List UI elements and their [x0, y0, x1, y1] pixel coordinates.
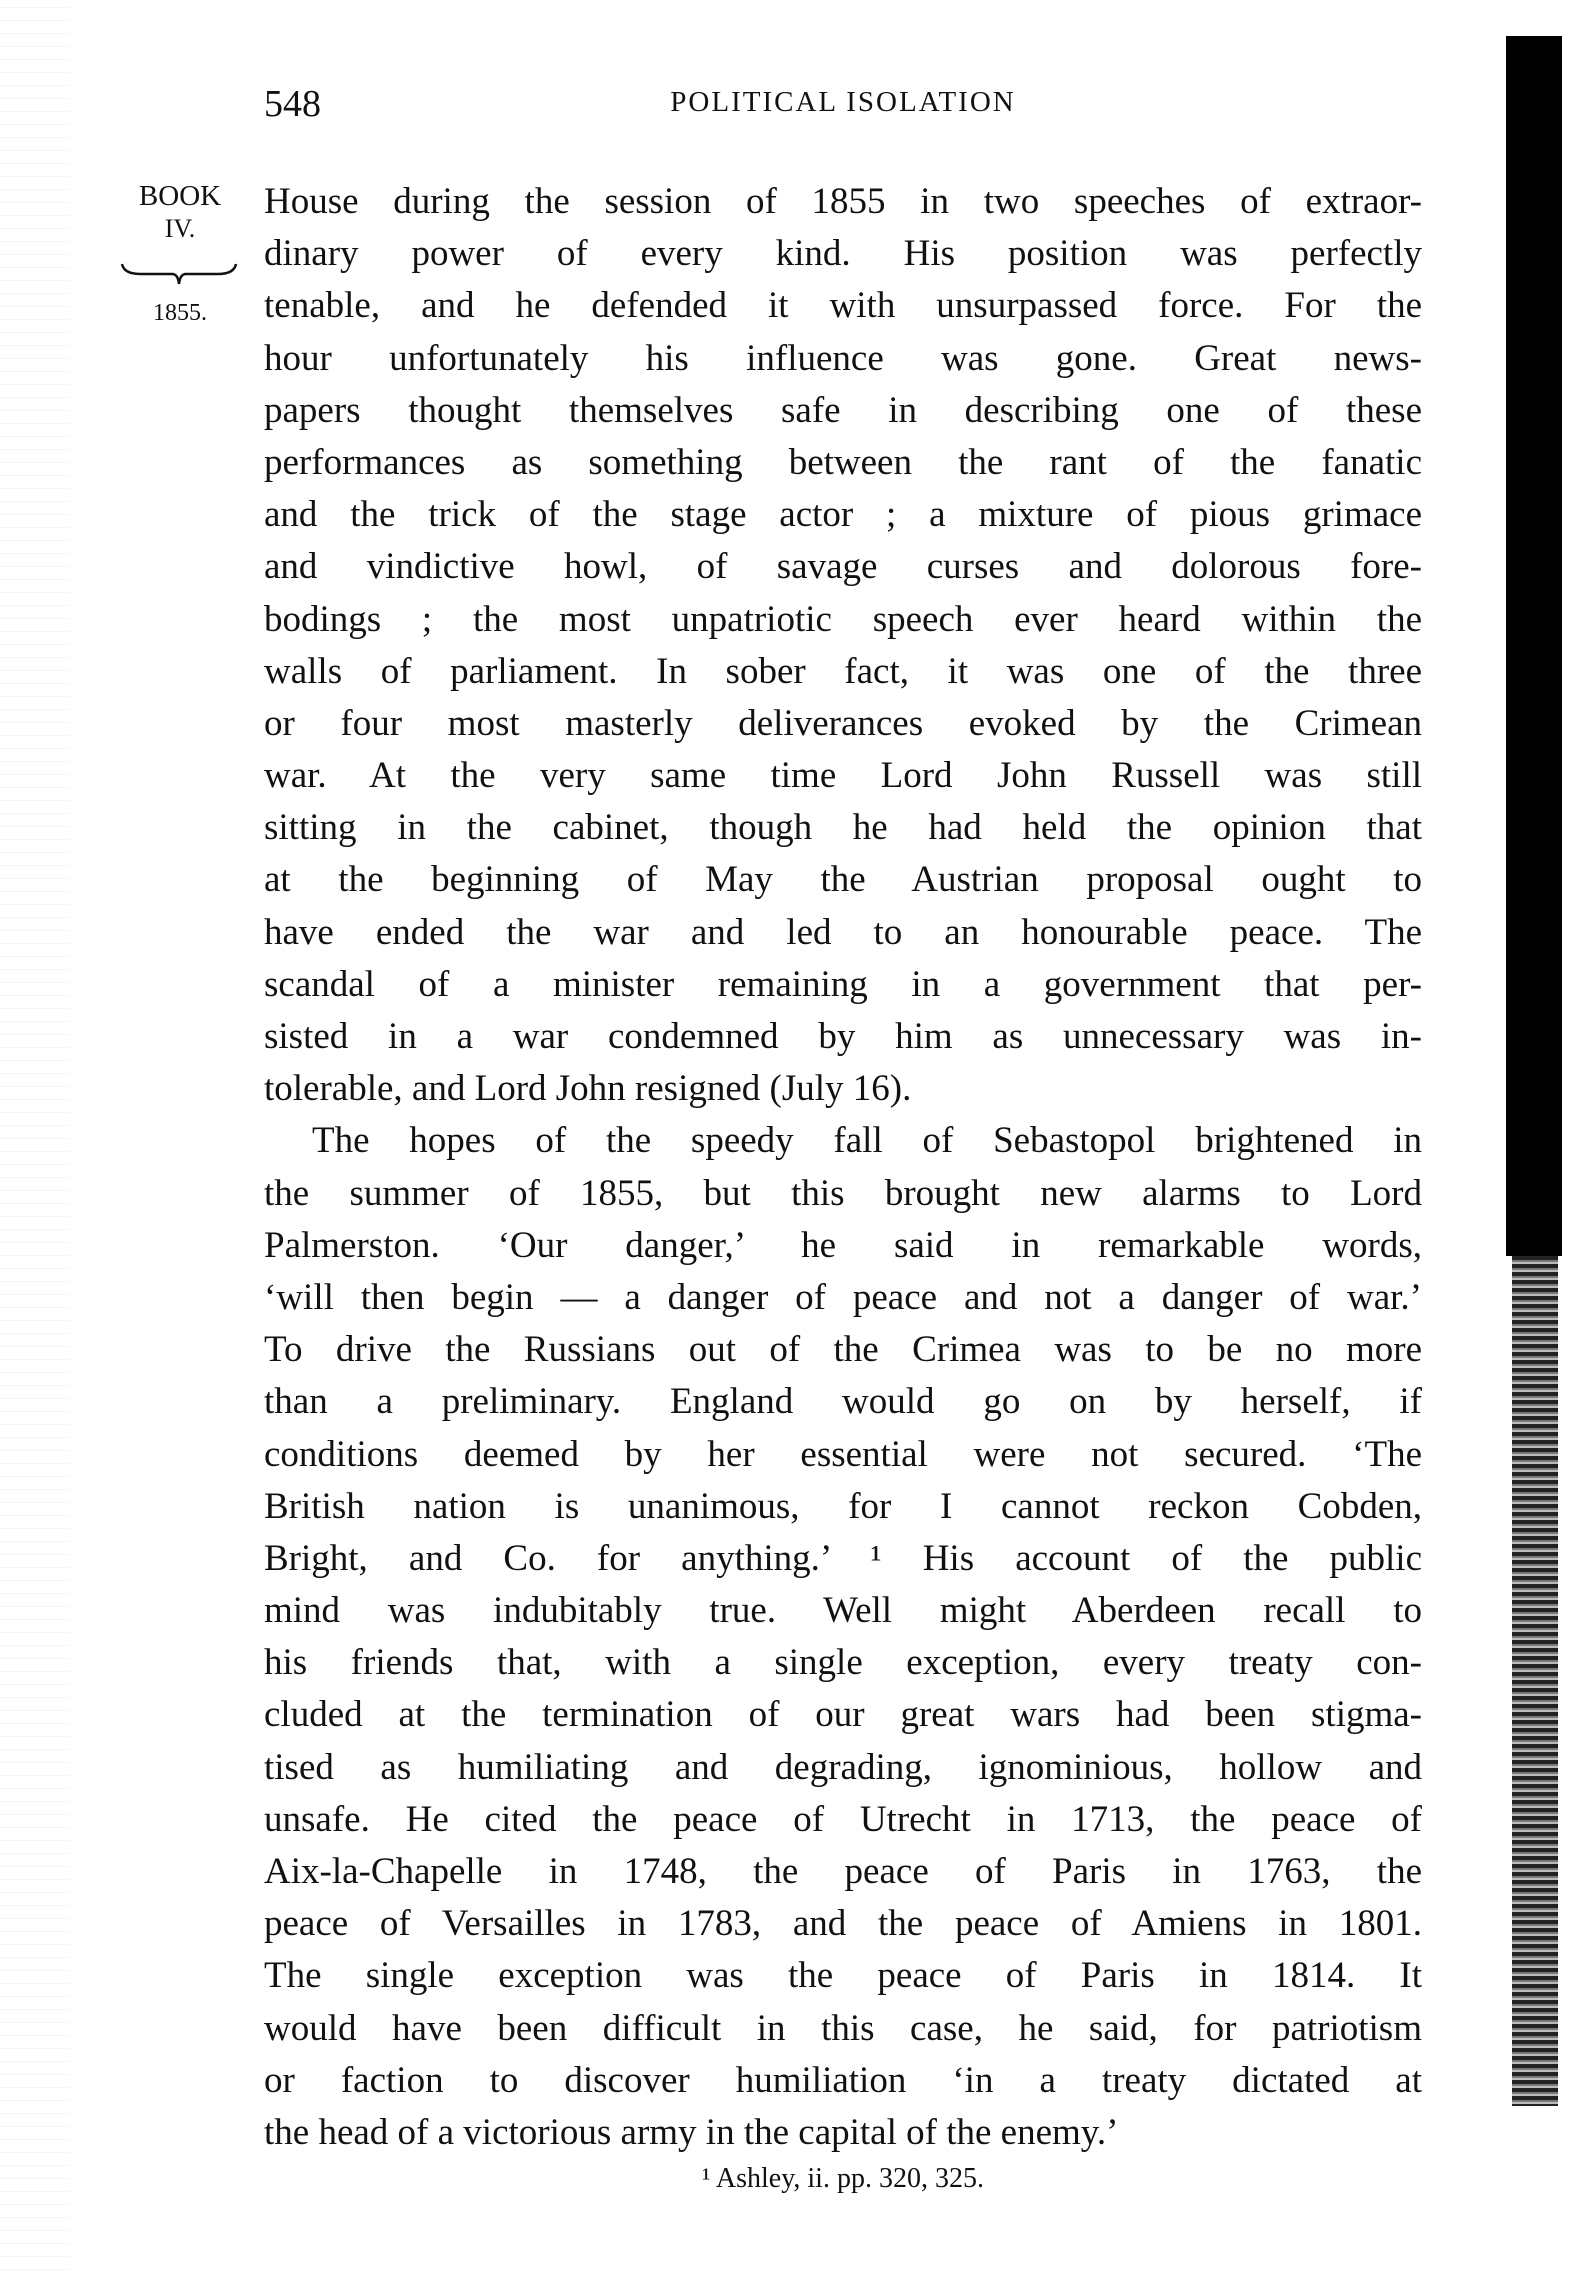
text-line: at the beginning of May the Austrian proposal ought to: [264, 859, 1422, 901]
text-line: scandal of a minister remaining in a government that per-: [264, 963, 1422, 1005]
text-line: cluded at the termination of our great wars had been stigma-: [264, 1694, 1422, 1736]
text-line: peace of Versailles in 1783, and the peace of Amiens in 1801.: [264, 1903, 1422, 1945]
text-line: or faction to discover humiliation ‘in a treaty dictated at: [264, 2059, 1422, 2101]
scan-border-shadow: [1506, 36, 1562, 1256]
text-line: and vindictive howl, of savage curses and dolorous fore-: [264, 546, 1422, 588]
text-line: would have been difficult in this case, he said, for patriotism: [264, 2007, 1422, 2049]
text-line: House during the session of 1855 in two speeches of extraor-: [264, 181, 1422, 222]
body-text: [264, 176, 1422, 2159]
footnote: ¹ Ashley, ii. pp. 320, 325.: [702, 2163, 984, 2194]
text-line: ‘will then begin — a danger of peace and not a danger of war.’: [264, 1276, 1422, 1318]
text-line: mind was indubitably true. Well might Aberdeen recall to: [264, 1590, 1422, 1632]
sidenote-year: 1855.: [153, 300, 207, 326]
text-line: papers thought themselves safe in describing one of these: [264, 389, 1422, 431]
page-header: [264, 82, 1422, 132]
text-line: walls of parliament. In sober fact, it was one of the three: [264, 650, 1422, 692]
text-line: dinary power of every kind. His position was perfectly: [264, 233, 1422, 275]
text-line: than a preliminary. England would go on by herself, if: [264, 1381, 1422, 1423]
scan-border-speckle: [1512, 1256, 1558, 2106]
text-line: The hopes of the speedy fall of Sebastopol brightened in: [312, 1120, 1422, 1162]
text-line: The single exception was the peace of Paris in 1814. It: [264, 1955, 1422, 1997]
sidenote-book: BOOK: [138, 180, 222, 212]
scan-edge-noise: [0, 0, 70, 2280]
text-line: Bright, and Co. for anything.’ ¹ His account of the public: [264, 1537, 1422, 1579]
text-line: tised as humiliating and degrading, ignominious, hollow and: [264, 1746, 1422, 1788]
text-line: hour unfortunately his influence was gone. Great news-: [264, 337, 1422, 379]
running-title: POLITICAL ISOLATION: [670, 86, 1016, 118]
brace-icon: [120, 262, 238, 286]
text-line: the head of a victorious army in the capital of the enemy.’: [264, 2111, 1119, 2153]
text-line: his friends that, with a single exception, every treaty con-: [264, 1642, 1422, 1684]
text-line: Palmerston. ‘Our danger,’ he said in remarkable words,: [264, 1224, 1422, 1266]
text-line: bodings ; the most unpatriotic speech ever heard within the: [264, 598, 1422, 640]
text-line: the summer of 1855, but this brought new alarms to Lord: [264, 1172, 1422, 1214]
text-line: tolerable, and Lord John resigned (July 16).: [264, 1068, 912, 1110]
text-line: sitting in the cabinet, though he had held the opinion that: [264, 807, 1422, 849]
text-line: performances as something between the rant of the fanatic: [264, 441, 1422, 483]
sidenote-volume: IV.: [164, 214, 196, 243]
text-line: British nation is unanimous, for I cannot reckon Cobden,: [264, 1485, 1422, 1527]
text-line: Aix-la-Chapelle in 1748, the peace of Paris in 1763, the: [264, 1851, 1422, 1892]
text-line: or four most masterly deliverances evoked by the Crimean: [264, 702, 1422, 744]
text-line: have ended the war and led to an honourable peace. The: [264, 911, 1422, 953]
text-line: war. At the very same time Lord John Russell was still: [264, 755, 1422, 797]
text-line: sisted in a war condemned by him as unnecessary was in-: [264, 1016, 1422, 1057]
text-line: and the trick of the stage actor ; a mixture of pious grimace: [264, 494, 1422, 536]
text-line: conditions deemed by her essential were not secured. ‘The: [264, 1433, 1422, 1475]
text-line: unsafe. He cited the peace of Utrecht in 1713, the peace of: [264, 1798, 1422, 1840]
text-line: tenable, and he defended it with unsurpassed force. For the: [264, 285, 1422, 327]
text-line: To drive the Russians out of the Crimea was to be no more: [264, 1329, 1422, 1371]
page-number: 548: [264, 83, 321, 125]
